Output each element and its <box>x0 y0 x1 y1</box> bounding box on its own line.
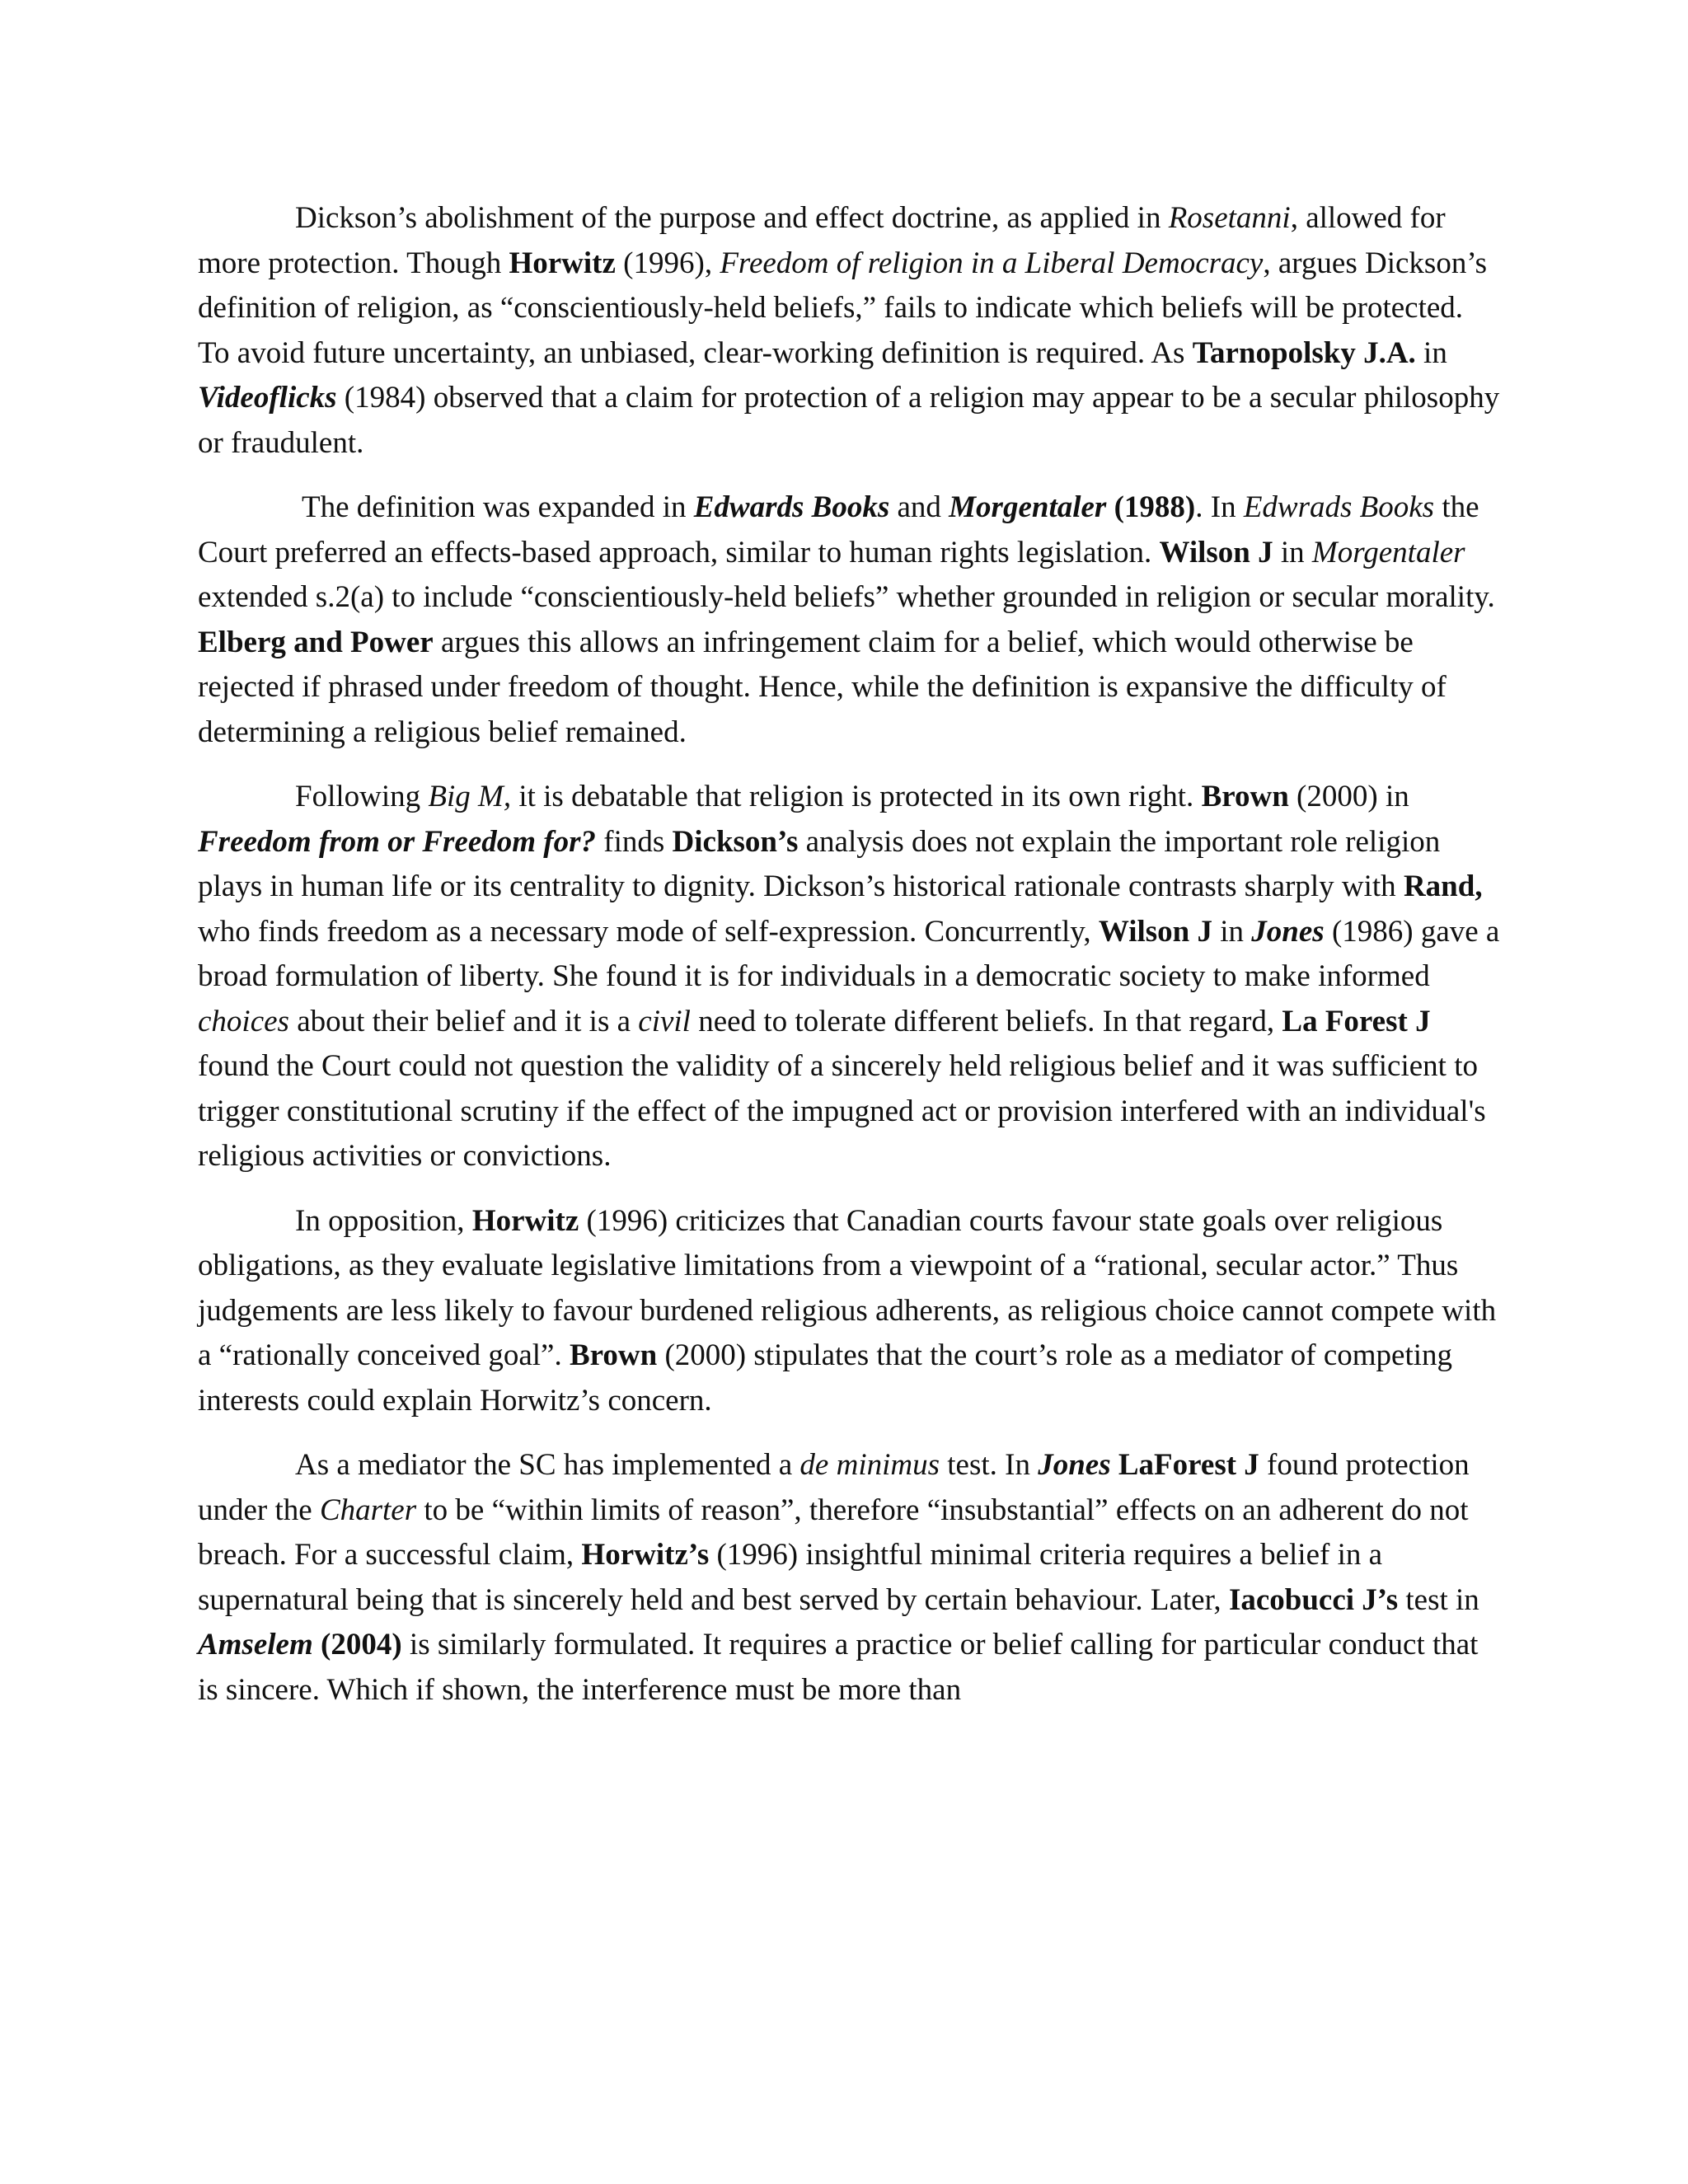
paragraph <box>198 775 1500 1179</box>
bold-run: Rand, <box>1403 869 1483 903</box>
bold-italic-run <box>694 490 889 524</box>
text-run: extended s.2(a) to include “conscientiously-held beliefs” whether grounded in religion or secular morality. <box>198 580 1495 614</box>
emphasis-text: Morgentaler <box>949 490 1107 524</box>
bold-run: Wilson J <box>1159 535 1273 569</box>
text-run: (1986) gave a broad formulation of liberty. She found it is for individuals in a democratic society to make informed <box>198 914 1500 993</box>
text-run <box>313 1628 321 1661</box>
bold-run: Iacobucci J’s <box>1228 1582 1399 1617</box>
bold-run: Dickson’s <box>672 824 799 859</box>
emphasis-text: Edwards Books <box>693 490 890 524</box>
text-run: in <box>1212 914 1252 949</box>
text-run: test in <box>1398 1582 1479 1617</box>
text-run: need to tolerate different beliefs. In that regard, <box>690 1004 1282 1038</box>
bold-italic-run <box>1251 915 1324 949</box>
paragraph <box>198 485 1500 755</box>
bold-run: Horwitz’s <box>581 1538 710 1572</box>
paragraph <box>198 196 1500 466</box>
bold-italic-run <box>198 381 337 415</box>
bold-run: Elberg and Power <box>198 625 434 659</box>
bold-run: (2004) <box>321 1628 402 1661</box>
italic-run: choices <box>198 1004 289 1038</box>
text-run: test. In <box>940 1448 1039 1482</box>
text-run: Following <box>295 780 429 813</box>
text-run: about their belief and it is a <box>288 1004 639 1038</box>
emphasis-text: Videoflicks <box>198 381 337 415</box>
paragraph <box>198 1199 1500 1424</box>
text-run: , allowed for more protection. Though <box>198 201 1446 280</box>
text-run: found the Court could not question the validity of a sincerely held religious belief and it was sufficient to trigger constitutional scrutiny if the effect of the impugned act or provision interfered with an individual's religious activities or convictions. <box>198 1049 1486 1173</box>
bold-run: (1988) <box>1114 490 1196 524</box>
document-body <box>198 196 1500 1732</box>
text-run: In opposition, <box>295 1203 472 1238</box>
text-run: found protection under the <box>198 1448 1470 1527</box>
bold-run: Brown <box>569 1338 658 1372</box>
italic-run: Morgentaler <box>1311 535 1465 569</box>
italic-run: Big M, <box>428 780 512 813</box>
bold-italic-run <box>949 490 1106 524</box>
italic-run: Freedom of religion in a Liberal Democracy <box>720 246 1264 280</box>
text-run: (2000) in <box>1288 780 1409 813</box>
bold-run: La Forest J <box>1282 1004 1431 1038</box>
text-run: to be “within limits of reason”, therefore “insubstantial” effects on an adherent do not breach. For a successful claim, <box>198 1493 1469 1572</box>
emphasis-text: Amselem <box>198 1628 313 1661</box>
text-run: in <box>1273 535 1312 569</box>
text-run: it is debatable that religion is protected in its own right. <box>511 780 1202 813</box>
text-run: is similarly formulated. It requires a practice or belief calling for particular conduct that is sincere. Which if shown, the interference must be more than <box>198 1628 1479 1707</box>
italic-run: Rosetanni <box>1168 201 1291 235</box>
bold-run: LaForest J <box>1118 1448 1259 1482</box>
text-run: finds <box>596 824 673 859</box>
text-run: the Court preferred an effects-based approach, similar to human rights legislation. <box>198 490 1479 569</box>
bold-italic-run <box>198 1628 313 1661</box>
text-run: The definition was expanded in <box>302 490 694 524</box>
italic-run: de minimus <box>799 1448 940 1482</box>
italic-run: civil <box>638 1004 691 1038</box>
paragraph <box>198 1443 1500 1713</box>
text-run: (1996) insightful minimal criteria requires a belief in a supernatural being that is sincerely held and best served by certain behaviour. Later, <box>198 1538 1383 1617</box>
text-run: (1996) criticizes that Canadian courts favour state goals over religious obligations, as they evaluate legislative limitations from a viewpoint of a “rational, secular actor.” Thus judgements are less likely to favour burdened religious adherents, as religious choice cannot compete with a “rationally conceived goal”. <box>198 1203 1497 1372</box>
emphasis-text: Jones <box>1038 1448 1111 1482</box>
bold-run: Wilson J <box>1098 914 1212 949</box>
bold-run: Tarnopolsky J.A. <box>1192 335 1416 370</box>
text-run: argues this allows an infringement claim for a belief, which would otherwise be rejected if phrased under freedom of thought. Hence, while the definition is expansive the difficulty of determining a religious belief remained. <box>198 625 1447 749</box>
bold-run: Horwitz <box>509 246 616 280</box>
emphasis-text: Jones <box>1251 914 1325 949</box>
text-run <box>1111 1448 1118 1482</box>
text-run: analysis does not explain the important role religion plays in human life or its centrality to dignity. Dickson’s historical rationale contrasts sharply with <box>198 824 1441 903</box>
text-run: As a mediator the SC has implemented a <box>295 1448 800 1482</box>
bold-italic-run <box>198 825 596 859</box>
text-run <box>1106 490 1114 524</box>
bold-italic-run <box>1038 1448 1110 1482</box>
text-run: Dickson’s abolishment of the purpose and effect doctrine, as applied in <box>295 201 1169 235</box>
text-run: (1984) observed that a claim for protection of a religion may appear to be a secular philosophy or fraudulent. <box>198 381 1500 460</box>
text-run: and <box>889 490 950 524</box>
text-run: , argues Dickson’s definition of religion, as “conscientiously-held beliefs,” fails to indicate which beliefs will be protected. To avoid future uncertainty, an unbiased, clear-working definition is required. As <box>198 246 1488 370</box>
emphasis-text: Freedom from or Freedom for? <box>198 824 597 859</box>
text-run: (2000) stipulates that the court’s role as a mediator of competing interests could explain Horwitz’s concern. <box>198 1338 1453 1418</box>
text-run: . In <box>1195 490 1244 524</box>
text-run: who finds freedom as a necessary mode of self-expression. Concurrently, <box>198 914 1099 949</box>
bold-run: Brown <box>1201 780 1289 813</box>
italic-run: Charter <box>319 1493 417 1527</box>
italic-run: Edwrads Books <box>1243 490 1435 524</box>
text-run: (1996), <box>615 246 720 280</box>
text-run: in <box>1415 335 1447 370</box>
bold-run: Horwitz <box>471 1203 579 1238</box>
